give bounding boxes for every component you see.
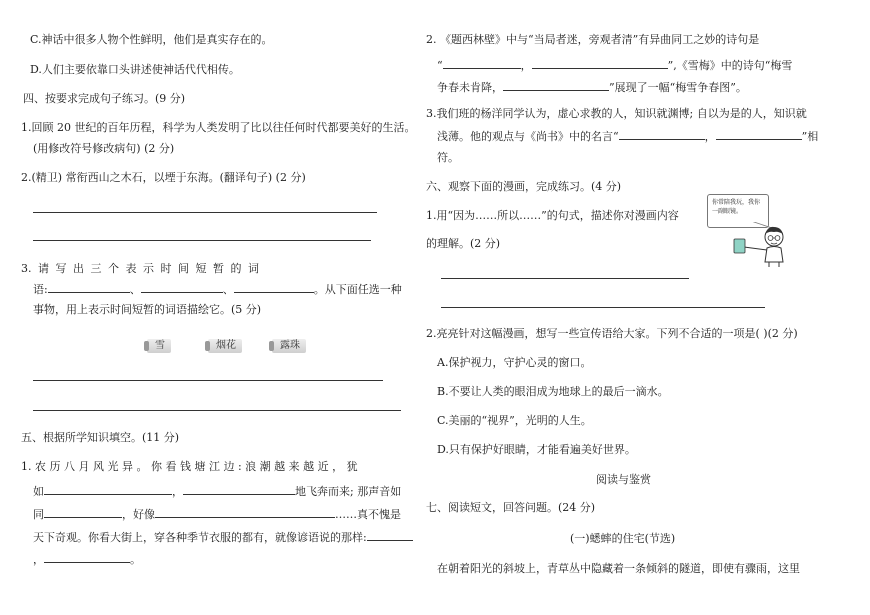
r-q2-line1: 2. 《题西林壁》中与“当局者迷，旁观者清”有异曲同工之妙的诗句是 — [426, 33, 760, 46]
option-d: D.人们主要依靠口头讲述使神话代代相传。 — [30, 63, 240, 76]
comma: 、 — [129, 283, 141, 296]
section-6-heading: 六、观察下面的漫画，完成练习。(4 分) — [426, 180, 622, 193]
label: 。从下面任选一种 — [313, 283, 402, 296]
comma: ， — [704, 130, 716, 143]
comma: 、 — [222, 283, 234, 296]
s4-q3-line1: 3. 请 写 出 三 个 表 示 时 间 短 暂 的 词 — [21, 262, 259, 275]
r-q2-line3 — [437, 80, 747, 95]
blank-field[interactable] — [183, 484, 295, 495]
blank-field[interactable] — [532, 58, 668, 69]
cartoon-boy-icon — [728, 222, 790, 268]
r-q3-line3: 符。 — [437, 151, 459, 164]
r-q3-line2 — [437, 129, 818, 144]
label: “ — [437, 59, 443, 72]
blank-field[interactable] — [141, 282, 223, 293]
s6-q1-line2: 的理解。(2 分) — [426, 237, 501, 250]
option-d: D.只有保护好眼睛，才能看遍美好世界。 — [437, 443, 636, 456]
comma: ， — [520, 59, 532, 72]
answer-line[interactable] — [441, 278, 689, 279]
label: 同 — [33, 508, 44, 521]
blank-field[interactable] — [44, 484, 172, 495]
blank-field[interactable] — [48, 282, 130, 293]
blank-field[interactable] — [234, 282, 314, 293]
chip-fireworks: 烟花 — [208, 339, 242, 353]
option-a: A.保护视力，守护心灵的窗口。 — [437, 356, 592, 369]
section-4-heading: 四、按要求完成句子练习。(9 分) — [23, 92, 186, 105]
label: ”,《雪梅》中的诗句“梅雪 — [667, 59, 793, 72]
option-c: C.美丽的“视界”，光明的人生。 — [437, 414, 592, 427]
comma: ， — [172, 485, 183, 498]
s6-q1-line1: 1.用“因为……所以……”的句式，描述你对漫画内容 — [426, 209, 679, 222]
label: 。 — [130, 553, 141, 566]
s4-q1-line1: 1.回顾 20 世纪的百年历程，科学为人类发明了比以往任何时代都要美好的生活。 — [21, 121, 416, 134]
blank-field[interactable] — [716, 129, 802, 140]
label: ， — [33, 553, 44, 566]
blank-field[interactable] — [155, 507, 335, 518]
label: 语: — [33, 283, 48, 296]
speech-bubble: 你常陪我玩，我你一副眼镜。 — [707, 194, 769, 228]
s5-q1-line5 — [33, 552, 141, 567]
s5-q1-line2 — [33, 484, 401, 499]
label: 浅薄。他的观点与《尚书》中的名言“ — [437, 130, 619, 143]
s4-q3-line3: 事物，用上表示时间短暂的词语描绘它。(5 分) — [33, 303, 262, 316]
section-5-heading: 五、根据所学知识填空。(11 分) — [21, 431, 180, 444]
answer-line[interactable] — [441, 307, 765, 308]
answer-line[interactable] — [33, 212, 377, 213]
r-q2-line2 — [437, 58, 792, 73]
answer-line[interactable] — [33, 240, 371, 241]
blank-field[interactable] — [443, 58, 521, 69]
option-c: C.神话中很多人物个性鲜明，他们是真实存在的。 — [30, 33, 273, 46]
part-title: 阅读与鉴赏 — [596, 473, 651, 486]
label: 如 — [33, 485, 44, 498]
chip-dew: 露珠 — [272, 339, 306, 353]
s4-q3-line2 — [33, 282, 402, 297]
blank-field[interactable] — [44, 507, 122, 518]
chip-snow: 雪 — [147, 339, 171, 353]
passage-title: (一)蟋蟀的住宅(节选) — [570, 532, 676, 545]
label: 地飞奔而来; 那声音如 — [295, 485, 402, 498]
s4-q1-line2: (用修改符号修改病句) (2 分) — [33, 142, 175, 155]
s5-q1-line3 — [33, 507, 401, 522]
answer-line[interactable] — [33, 380, 383, 381]
blank-field[interactable] — [619, 129, 705, 140]
label: ”展现了一幅“梅雪争春图”。 — [609, 81, 747, 94]
label: ……真不愧是 — [335, 508, 401, 521]
blank-field[interactable] — [367, 530, 413, 541]
option-b: B.不要让人类的眼泪成为地球上的最后一滴水。 — [437, 385, 669, 398]
blank-field[interactable] — [44, 552, 130, 563]
label: ，好像 — [122, 508, 155, 521]
label: 争春未肯降， — [437, 81, 503, 94]
r-q3-line1: 3.我们班的杨洋同学认为，虚心求教的人，知识就渊博; 自以为是的人，知识就 — [426, 107, 807, 120]
s5-q1-line4 — [33, 530, 413, 545]
s4-q2: 2.(精卫) 常衔西山之木石，以堙于东海。(翻译句子) (2 分) — [21, 171, 306, 184]
label: ”相 — [801, 130, 819, 143]
passage-text: 在朝着阳光的斜坡上，青草丛中隐藏着一条倾斜的隧道，即使有骤雨，这里 — [437, 562, 800, 575]
label: 天下奇观。你看大街上，穿各种季节衣服的都有，就像谚语说的那样: — [33, 531, 367, 544]
s5-q1-line1: 1. 农 历 八 月 风 光 异 。 你 看 钱 塘 江 边 : 浪 潮 越 来 越 近 ， 犹 — [21, 460, 358, 473]
answer-line[interactable] — [33, 410, 401, 411]
s6-q2: 2.亮亮针对这幅漫画，想写一些宣传语给大家。下列不合适的一项是( )(2 分) — [426, 327, 798, 340]
blank-field[interactable] — [503, 80, 609, 91]
section-7-heading: 七、阅读短文，回答问题。(24 分) — [426, 501, 596, 514]
